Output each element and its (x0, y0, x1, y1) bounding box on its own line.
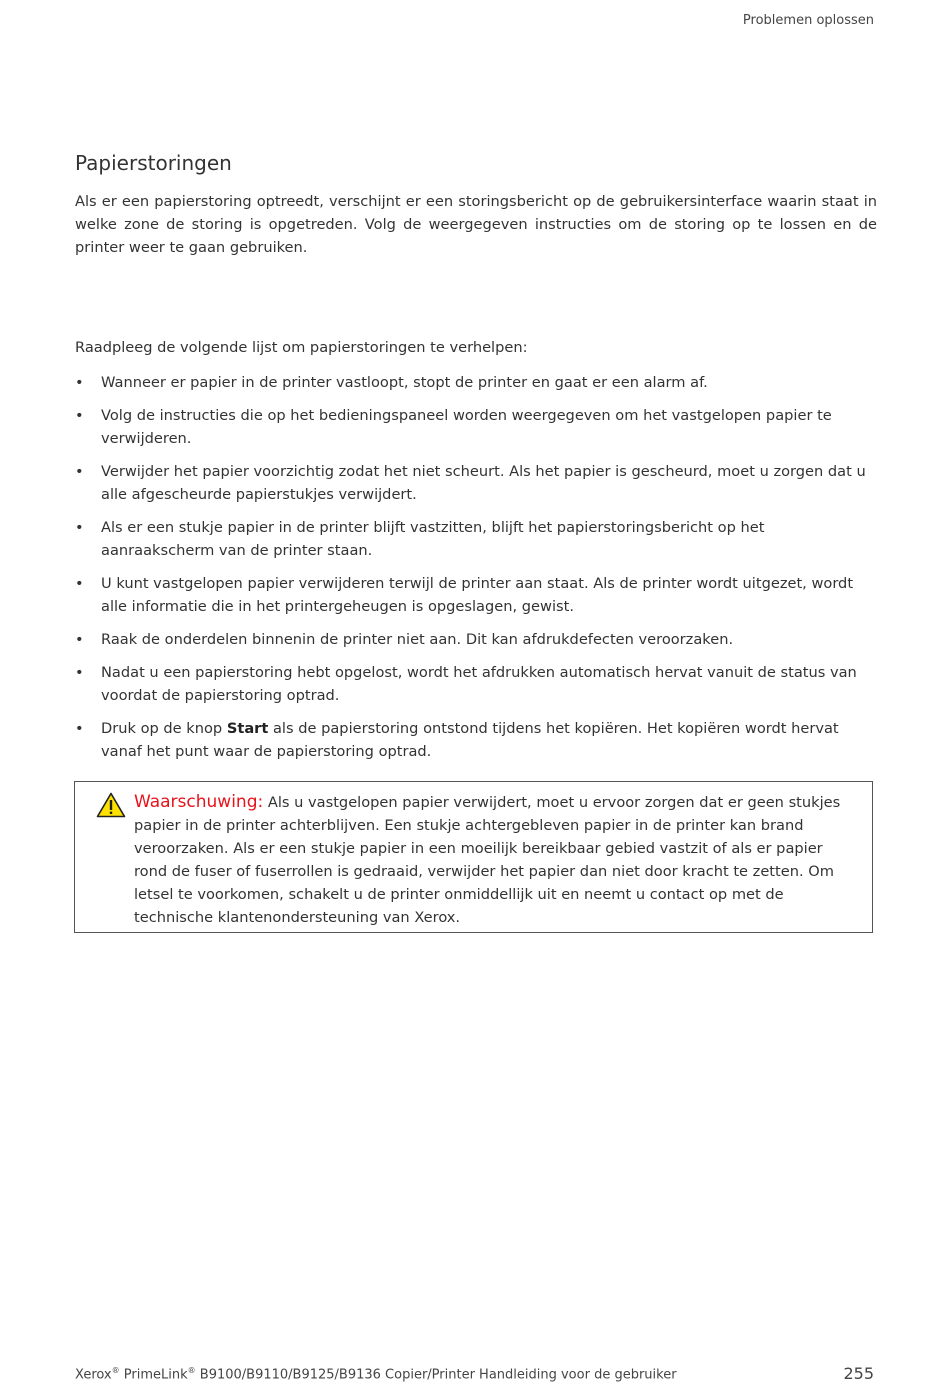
bullet-icon: • (75, 463, 84, 480)
bullet-icon: • (75, 631, 84, 648)
warning-triangle-icon (96, 792, 126, 818)
footer-model-text: B9100/B9110/B9125/B9136 Copier/Printer Handleiding voor de gebruiker (195, 1367, 677, 1383)
warning-box (74, 781, 873, 933)
section-title: Papierstoringen (75, 151, 232, 175)
bullet-icon: • (75, 374, 84, 391)
list-item-text: U kunt vastgelopen papier verwijderen terwijl de printer aan staat. Als de printer wordt uitgezet, wordt alle informatie die in het printergeheugen is opgeslagen, gewist. (101, 575, 854, 615)
running-header: Problemen oplossen (742, 13, 874, 28)
list-item (75, 516, 877, 562)
start-key-name: Start (226, 720, 269, 737)
list-item (75, 460, 877, 506)
list-item-text: Als er een stukje papier in de printer blijft vastzitten, blijft het papierstoringsbericht op het aanraakscherm van de printer staan. (101, 519, 765, 559)
page-number: 255 (843, 1364, 874, 1383)
list-item (75, 404, 877, 450)
list-item-text: Verwijder het papier voorzichtig zodat het niet scheurt. Als het papier is gescheurd, moet u zorgen dat u alle afgescheurde papierstukjes verwijdert. (101, 463, 866, 503)
list-item-text: Wanneer er papier in de printer vastloopt, stopt de printer en gaat er een alarm af. (101, 374, 708, 391)
list-item-text: Nadat u een papierstoring hebt opgelost, wordt het afdrukken automatisch hervat vanuit de status van voordat de papierstoring optrad. (101, 664, 857, 704)
list-item-text: Raak de onderdelen binnenin de printer niet aan. Dit kan afdrukdefecten veroorzaken. (101, 631, 734, 648)
footer-brand: Xerox (75, 1367, 112, 1383)
list-item (75, 717, 877, 763)
bullet-icon: • (75, 519, 84, 536)
warning-text (134, 791, 859, 929)
list-item-text (101, 720, 839, 760)
bullet-icon: • (75, 720, 84, 737)
intro-paragraph: Als er een papierstoring optreedt, verschijnt er een storingsbericht op de gebruikersinterface waarin staat in welke zone de storing is opgetreden. Volg de weergegeven instructies om de storing op te lossen en de printer weer te gaan gebruiken. (75, 193, 877, 256)
list-item-text-start: Druk op de knop (101, 720, 227, 737)
tips-list (75, 371, 877, 773)
footer-product-line (75, 1366, 677, 1382)
list-item (75, 628, 877, 651)
footer-reg-mark: ® (187, 1366, 196, 1375)
footer-reg-mark: ® (111, 1366, 120, 1375)
bullet-icon: • (75, 575, 84, 592)
list-item-text-end: als de papierstoring ontstond tijdens het kopiëren. Het kopiëren wordt hervat vanaf het punt waar de papierstoring optrad. (101, 720, 839, 760)
bullet-icon: • (75, 664, 84, 681)
footer-product: PrimeLink (123, 1367, 188, 1383)
bullet-icon: • (75, 407, 84, 424)
warning-body: Als u vastgelopen papier verwijdert, moet u ervoor zorgen dat er geen stukjes papier in de printer achterblijven. Een stukje achtergebleven papier in de printer kan brand veroorzaken. Als er een stukje papier in een moeilijk bereikbaar gebied vastzit of als er papier rond de fuser of fuserrollen is gedraaid, verwijder het papier dan niet door kracht te zetten. Om letsel te voorkomen, schakelt u de printer onmiddellijk uit en neemt u contact op met de technische klantenondersteuning van Xerox. (134, 794, 841, 926)
list-intro: Raadpleeg de volgende lijst om papierstoringen te verhelpen: (75, 339, 528, 356)
list-item (75, 572, 877, 618)
list-item (75, 661, 877, 707)
warning-label: Waarschuwing: (134, 792, 264, 812)
list-item-text: Volg de instructies die op het bedieningspaneel worden weergegeven om het vastgelopen papier te verwijderen. (101, 407, 832, 447)
list-item (75, 371, 877, 394)
